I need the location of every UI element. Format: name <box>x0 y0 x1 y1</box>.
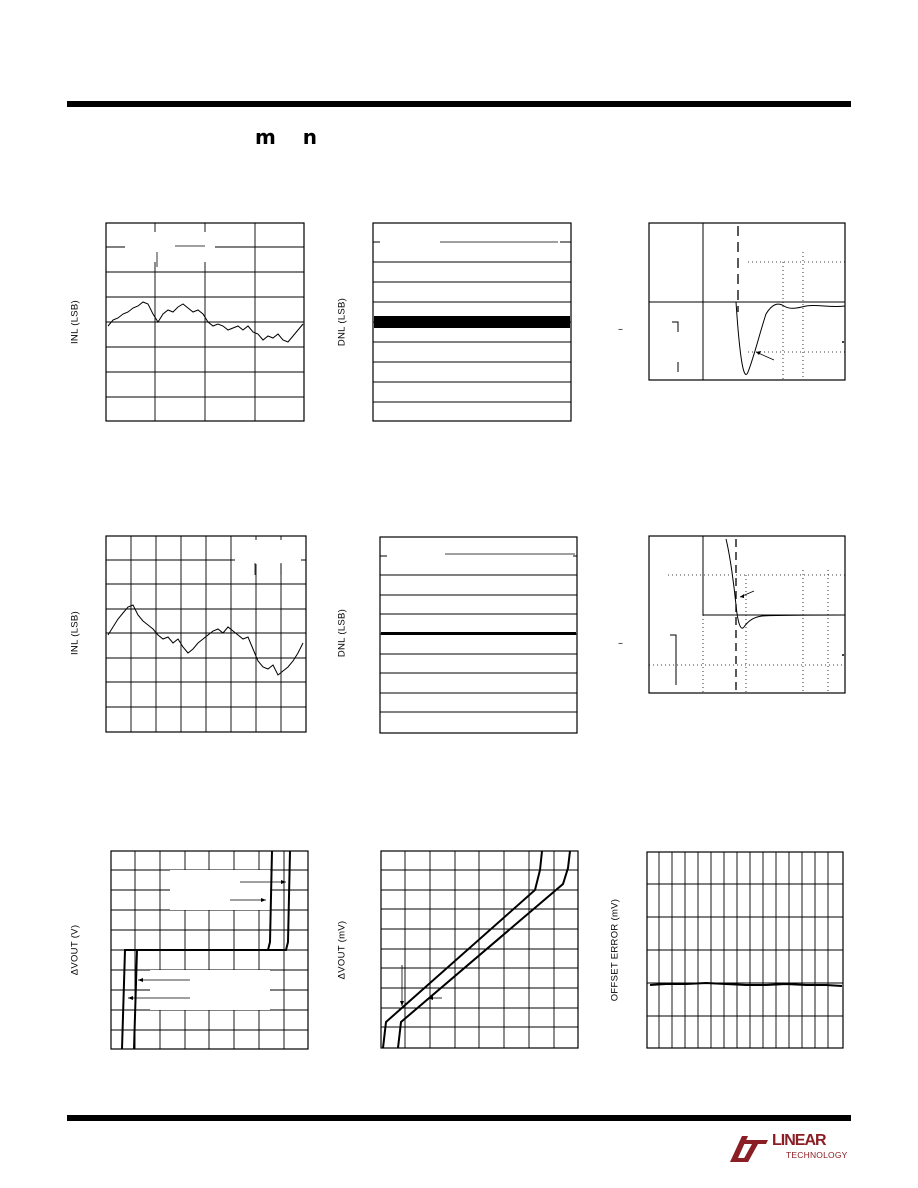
dvout-mv-plot <box>380 850 579 1049</box>
dnl-axis-label-1: DNL (LSB) <box>336 297 348 347</box>
dvout-mv-axis-label: ΔVOUT (mV) <box>336 920 348 980</box>
lt-logo-icon <box>728 1132 770 1164</box>
linear-technology-logo <box>728 1132 852 1164</box>
scope-tick-mark-2: – <box>618 638 623 649</box>
inl-plot-1 <box>105 222 305 422</box>
inl-plot-2 <box>105 535 307 733</box>
inl-axis-label-1: INL (LSB) <box>69 299 81 345</box>
logo-wordmark: LINEAR <box>772 1132 826 1149</box>
dnl-plot-2 <box>379 536 578 734</box>
dnl-axis-label-2: DNL (LSB) <box>336 608 348 658</box>
scope-plot-2 <box>648 535 846 695</box>
dvout-mv-curve-b <box>398 851 570 1048</box>
inl-axis-label-2: INL (LSB) <box>69 610 81 656</box>
offset-error-plot <box>646 851 844 1049</box>
dvout-v-axis-label: ΔVOUT (V) <box>69 924 81 976</box>
offset-error-axis-label: OFFSET ERROR (mV) <box>609 898 621 1002</box>
inl-trace-2 <box>108 605 303 675</box>
dnl-plot-1 <box>372 222 572 422</box>
bottom-rule <box>67 1115 851 1121</box>
scope-tick-mark-1: – <box>618 324 623 335</box>
dvout-v-plot <box>110 850 309 1050</box>
section-title-glyphs: m n <box>255 125 328 149</box>
offset-error-trace <box>650 983 842 986</box>
dvout-mv-curve-a <box>383 851 542 1048</box>
top-rule <box>67 101 851 107</box>
dnl-noise-band-1 <box>374 316 570 328</box>
scope-plot-1 <box>648 222 846 382</box>
dnl-noise-band-2 <box>381 632 576 635</box>
logo-subtitle: TECHNOLOGY <box>786 1150 848 1160</box>
scope-trace-1 <box>736 302 845 374</box>
